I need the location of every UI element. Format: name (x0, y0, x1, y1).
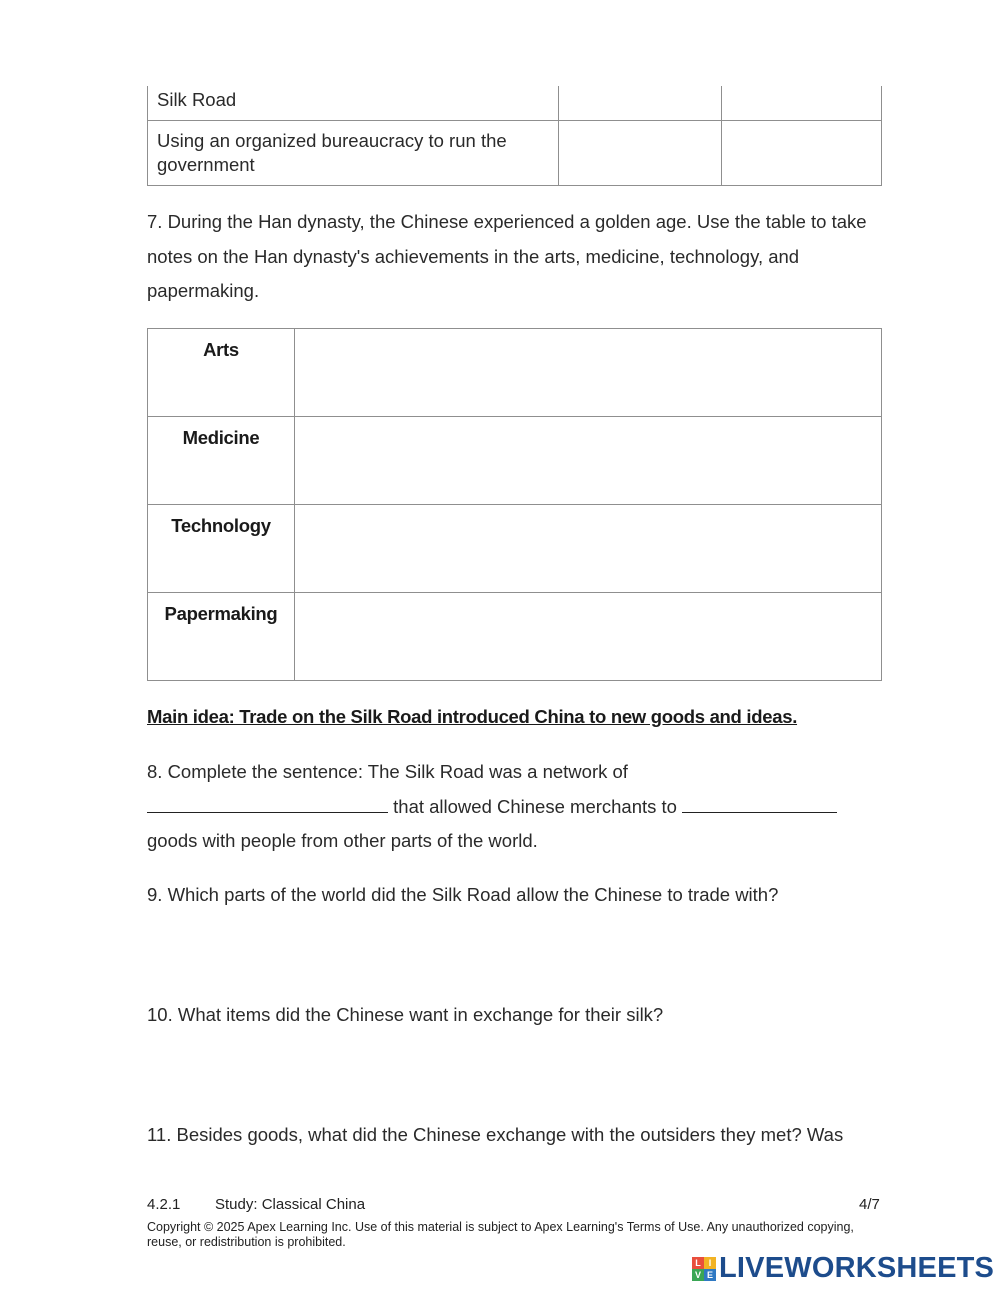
answer-cell-technology[interactable] (295, 505, 882, 593)
table-row (148, 593, 882, 681)
row-label-medicine: Medicine (148, 417, 295, 505)
answer-cell-arts[interactable] (295, 329, 882, 417)
question-11: 11. Besides goods, what did the Chinese exchange with the outsiders they met? Was (147, 1124, 844, 1145)
question-8-line-1: 8. Complete the sentence: The Silk Road was a network of (147, 761, 628, 782)
logo-tile: I (704, 1257, 716, 1269)
comparison-table-continued (147, 86, 882, 186)
han-achievements-table (147, 328, 882, 681)
row-label-cell (148, 86, 559, 121)
logo-tile: V (692, 1269, 704, 1281)
question-7: 7. During the Han dynasty, the Chinese experienced a golden age. Use the table to take notes on the Han dynasty's achievements in the arts, medicine, technology, and papermaking. (147, 211, 867, 301)
answer-cell-papermaking[interactable] (295, 593, 882, 681)
page-number: 4/7 (859, 1196, 880, 1213)
lesson-number: 4.2.1 (147, 1196, 181, 1213)
blank-merchants-to[interactable] (682, 792, 837, 813)
blank-network-of[interactable] (147, 792, 388, 813)
lesson-title: Study: Classical China (215, 1196, 366, 1213)
main-idea-heading: Main idea: Trade on the Silk Road introduced China to new goods and ideas. (147, 706, 798, 727)
logo-tile: E (704, 1269, 716, 1281)
table-row (148, 505, 882, 593)
question-10: 10. What items did the Chinese want in exchange for their silk? (147, 1004, 664, 1025)
liveworksheets-logo-icon (692, 1257, 716, 1281)
row-label-technology: Technology (148, 505, 295, 593)
answer-cell[interactable] (722, 121, 882, 186)
table-row (148, 417, 882, 505)
table-row (148, 86, 882, 121)
answer-area-10[interactable] (147, 1035, 882, 1115)
question-8-mid-text: that allowed Chinese merchants to (393, 795, 677, 817)
answer-area-9[interactable] (147, 915, 882, 995)
row-label-cell (148, 121, 559, 186)
question-8 (147, 755, 882, 859)
row-label-papermaking: Papermaking (148, 593, 295, 681)
table-row (148, 121, 882, 186)
liveworksheets-brand[interactable] (692, 1252, 994, 1285)
brand-name: LIVEWORKSHEETS (719, 1252, 995, 1284)
row-label: Silk Road (157, 89, 237, 110)
question-9: 9. Which parts of the world did the Silk Road allow the Chinese to trade with? (147, 884, 779, 905)
question-8-line-2 (147, 790, 882, 825)
question-8-line-3: goods with people from other parts of the world. (147, 830, 538, 851)
logo-tile: L (692, 1257, 704, 1269)
row-label-arts: Arts (148, 329, 295, 417)
answer-cell[interactable] (722, 86, 882, 121)
copyright-notice: Copyright © 2025 Apex Learning Inc. Use of this material is subject to Apex Learning's Terms of Use. Any unauthorized copying, reuse, or redistribution is prohibited. (147, 1220, 854, 1249)
table-row (148, 329, 882, 417)
answer-cell-medicine[interactable] (295, 417, 882, 505)
row-label: Using an organized bureaucracy to run the government (157, 130, 507, 175)
answer-cell[interactable] (559, 86, 722, 121)
answer-cell[interactable] (559, 121, 722, 186)
